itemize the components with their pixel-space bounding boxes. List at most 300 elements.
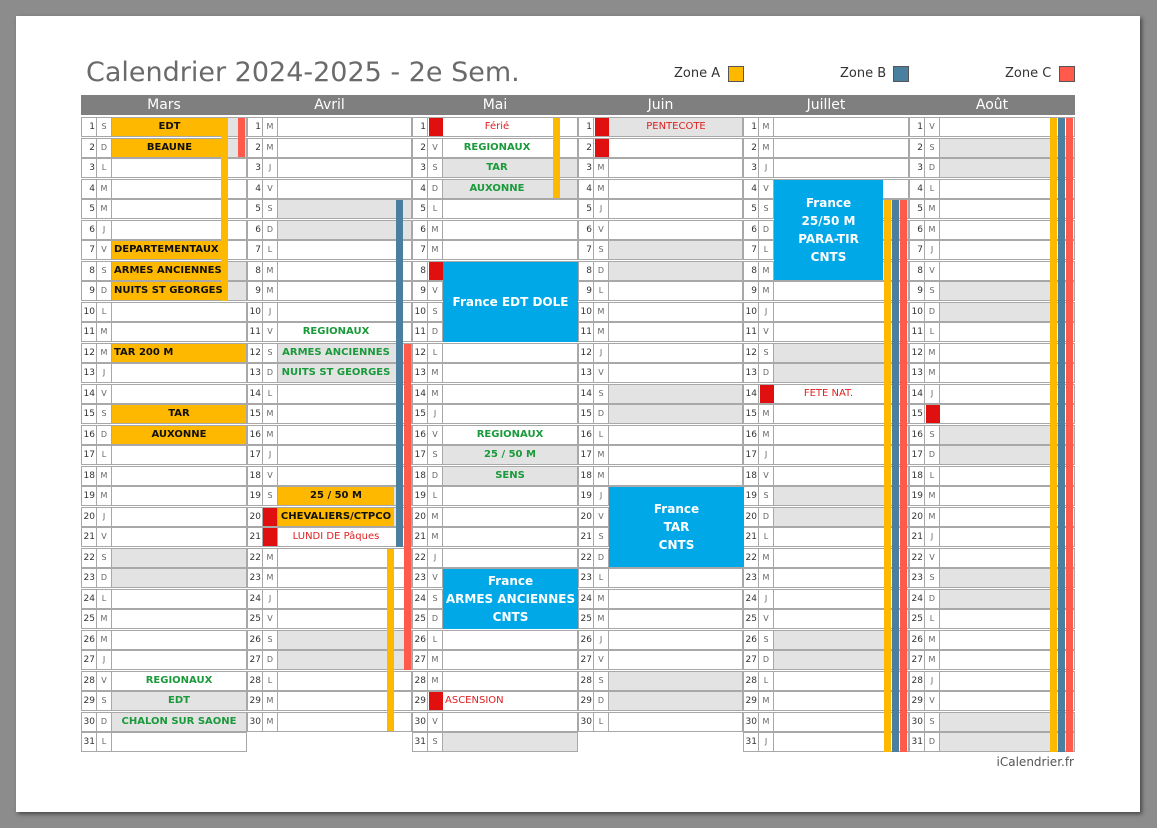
event-edt-2: EDT [168, 695, 190, 706]
day-number: 10 [247, 302, 263, 322]
day-number: 26 [247, 630, 263, 650]
day-letter: V [262, 466, 278, 486]
day-row [743, 138, 909, 158]
day-letter: J [593, 199, 609, 219]
day-number: 26 [578, 630, 594, 650]
day-letter: S [758, 199, 774, 219]
day-number: 10 [578, 302, 594, 322]
day-number: 7 [578, 240, 594, 260]
day-letter: J [758, 302, 774, 322]
day-letter: J [758, 732, 774, 752]
day-cell [111, 732, 247, 752]
event-france-armes-anciennes [443, 569, 578, 629]
event-france-tar-cnts-line-1: France [653, 502, 700, 516]
day-letter: J [427, 404, 443, 424]
day-number: 31 [81, 732, 97, 752]
day-cell [277, 445, 412, 465]
day-number: 14 [909, 384, 925, 404]
day-letter: M [262, 261, 278, 281]
day-letter: L [96, 732, 112, 752]
day-letter: D [924, 445, 940, 465]
day-letter: J [96, 507, 112, 527]
day-letter: V [262, 322, 278, 342]
day-number: 23 [247, 568, 263, 588]
day-number: 20 [743, 507, 759, 527]
day-letter: L [758, 671, 774, 691]
day-number: 5 [247, 199, 263, 219]
day-cell [277, 199, 412, 219]
day-letter: M [262, 117, 278, 137]
day-number: 5 [81, 199, 97, 219]
day-cell [277, 179, 412, 199]
day-letter: M [262, 691, 278, 711]
day-letter: V [427, 425, 443, 445]
day-number: 29 [909, 691, 925, 711]
day-number: 15 [81, 404, 97, 424]
day-number: 27 [909, 650, 925, 670]
day-number: 25 [743, 609, 759, 629]
day-number: 11 [81, 322, 97, 342]
event-france-tar-cnts [609, 487, 744, 567]
day-number: 30 [743, 712, 759, 732]
day-row [578, 158, 743, 178]
event-25-50m: 25 / 50 M [278, 487, 394, 505]
day-number: 16 [412, 425, 428, 445]
day-number: 6 [81, 220, 97, 240]
legend-zone-a-label: Zone A [674, 66, 721, 81]
day-cell [608, 240, 743, 260]
day-number: 13 [578, 363, 594, 383]
event-france-armes-anciennes-line-3: CNTS [492, 609, 529, 624]
day-row [578, 343, 743, 363]
zone-c-bar-aout [1066, 118, 1073, 752]
month-header-mai: Mai [412, 95, 578, 115]
day-number: 25 [247, 609, 263, 629]
day-number: 17 [247, 445, 263, 465]
day-letter: S [924, 281, 940, 301]
event-auxonne: AUXONNE [112, 426, 246, 444]
day-letter: M [593, 466, 609, 486]
event-armes-anciennes: ARMES ANCIENNES [112, 262, 227, 280]
day-cell [277, 404, 412, 424]
day-letter: J [262, 302, 278, 322]
event-nuits-st-georges: NUITS ST GEORGES [112, 282, 227, 300]
day-number: 26 [909, 630, 925, 650]
day-number: 3 [909, 158, 925, 178]
day-letter: M [96, 466, 112, 486]
day-cell [608, 302, 743, 322]
day-letter: L [427, 630, 443, 650]
day-letter: V [924, 691, 940, 711]
day-letter: M [758, 138, 774, 158]
day-letter: S [924, 568, 940, 588]
day-cell [442, 507, 578, 527]
day-cell [111, 363, 247, 383]
day-cell [277, 425, 412, 445]
day-letter: M [924, 220, 940, 240]
day-cell [608, 158, 743, 178]
day-row [81, 507, 247, 527]
day-number: 14 [247, 384, 263, 404]
day-number: 24 [578, 589, 594, 609]
day-letter: V [758, 179, 774, 199]
day-row [81, 609, 247, 629]
holiday-marker [263, 508, 277, 526]
day-letter: J [924, 527, 940, 547]
day-number: 17 [578, 445, 594, 465]
day-number: 12 [578, 343, 594, 363]
day-letter: D [758, 507, 774, 527]
day-letter: J [758, 445, 774, 465]
month-header-juillet: Juillet [743, 95, 909, 115]
day-row [247, 117, 412, 137]
day-letter: S [758, 486, 774, 506]
day-row [412, 486, 578, 506]
event-departementaux: DEPARTEMENTAUX [112, 241, 227, 259]
day-row [412, 240, 578, 260]
day-number: 16 [909, 425, 925, 445]
event-france-para-tir-line-1: France [805, 195, 852, 210]
day-letter: M [427, 507, 443, 527]
day-number: 19 [412, 486, 428, 506]
day-letter: J [262, 445, 278, 465]
day-number: 16 [578, 425, 594, 445]
day-letter: M [427, 384, 443, 404]
day-letter: M [924, 630, 940, 650]
day-row [247, 425, 412, 445]
day-letter: V [427, 138, 443, 158]
day-row [247, 179, 412, 199]
day-letter: J [924, 671, 940, 691]
day-number: 27 [247, 650, 263, 670]
day-number: 26 [743, 630, 759, 650]
day-row [578, 630, 743, 650]
day-number: 11 [412, 322, 428, 342]
day-number: 2 [909, 138, 925, 158]
day-number: 21 [909, 527, 925, 547]
day-row [578, 650, 743, 670]
day-number: 10 [909, 302, 925, 322]
day-cell [111, 568, 247, 588]
day-letter: M [427, 650, 443, 670]
day-number: 20 [412, 507, 428, 527]
day-row [81, 630, 247, 650]
day-number: 21 [81, 527, 97, 547]
day-row [412, 548, 578, 568]
day-number: 15 [412, 404, 428, 424]
day-row [81, 363, 247, 383]
zone-a-bar-juillet [884, 200, 891, 752]
day-row [412, 507, 578, 527]
day-row [412, 671, 578, 691]
day-letter: M [924, 507, 940, 527]
day-letter: V [758, 322, 774, 342]
day-row [578, 261, 743, 281]
day-number: 20 [909, 507, 925, 527]
day-number: 4 [81, 179, 97, 199]
month-header-mars: Mars [81, 95, 247, 115]
day-row [578, 589, 743, 609]
day-cell [608, 363, 743, 383]
day-number: 2 [578, 138, 594, 158]
day-letter: L [427, 199, 443, 219]
day-letter: V [427, 712, 443, 732]
day-letter: M [924, 650, 940, 670]
day-cell [608, 281, 743, 301]
day-number: 12 [81, 343, 97, 363]
event-tar-mai: TAR [486, 162, 508, 173]
day-row [81, 302, 247, 322]
day-number: 2 [743, 138, 759, 158]
zone-b-bar-aout [1058, 118, 1065, 752]
day-cell [111, 302, 247, 322]
day-number: 15 [247, 404, 263, 424]
day-cell [277, 302, 412, 322]
day-row [247, 302, 412, 322]
day-number: 29 [412, 691, 428, 711]
day-letter: D [427, 609, 443, 629]
event-beaune: BEAUNE [112, 139, 227, 157]
zone-b-bar-avril [396, 200, 403, 547]
day-number: 2 [81, 138, 97, 158]
day-number: 6 [247, 220, 263, 240]
day-letter: M [262, 138, 278, 158]
day-letter: M [262, 548, 278, 568]
footer-credit: iCalendrier.fr [996, 755, 1074, 769]
day-letter: M [758, 261, 774, 281]
day-number: 13 [743, 363, 759, 383]
day-letter: S [924, 425, 940, 445]
zone-c-bar-juillet [900, 200, 907, 752]
holiday-marker [926, 405, 940, 423]
day-number: 19 [909, 486, 925, 506]
holiday-marker [429, 692, 443, 710]
day-row [412, 732, 578, 752]
day-cell [442, 363, 578, 383]
day-row [578, 240, 743, 260]
day-letter: D [96, 138, 112, 158]
day-letter: M [758, 548, 774, 568]
day-letter: V [924, 548, 940, 568]
day-cell [277, 281, 412, 301]
month-header-aout: Août [909, 95, 1075, 115]
day-number: 2 [247, 138, 263, 158]
day-letter: V [262, 609, 278, 629]
event-lundi-de-paques: LUNDI DE Pâques [292, 531, 380, 542]
day-row [247, 138, 412, 158]
day-letter: S [593, 527, 609, 547]
day-number: 28 [743, 671, 759, 691]
day-number: 28 [578, 671, 594, 691]
day-row [247, 199, 412, 219]
day-number: 18 [909, 466, 925, 486]
day-cell [442, 486, 578, 506]
day-number: 22 [909, 548, 925, 568]
day-cell [111, 527, 247, 547]
day-row [247, 466, 412, 486]
event-regionaux: REGIONAUX [145, 674, 213, 686]
day-number: 19 [578, 486, 594, 506]
day-letter: S [262, 630, 278, 650]
day-letter: D [593, 691, 609, 711]
day-letter: M [593, 589, 609, 609]
zone-c-swatch [1059, 66, 1075, 82]
day-number: 9 [412, 281, 428, 301]
day-row [578, 609, 743, 629]
day-row [412, 343, 578, 363]
day-cell [608, 404, 743, 424]
day-number: 29 [247, 691, 263, 711]
day-letter: V [593, 220, 609, 240]
event-ascension: ASCENSION [445, 695, 504, 706]
day-number: 7 [743, 240, 759, 260]
day-row [81, 486, 247, 506]
day-letter: M [758, 568, 774, 588]
day-number: 28 [412, 671, 428, 691]
day-number: 17 [909, 445, 925, 465]
day-cell [608, 691, 743, 711]
day-row [578, 281, 743, 301]
holiday-marker [595, 118, 609, 136]
day-row [578, 691, 743, 711]
day-number: 22 [247, 548, 263, 568]
day-letter: S [427, 732, 443, 752]
zone-a-bar-avril [387, 549, 394, 732]
day-letter: M [96, 179, 112, 199]
day-number: 8 [909, 261, 925, 281]
day-row [578, 712, 743, 732]
zone-a-bar-aout [1050, 118, 1057, 752]
day-letter: S [96, 548, 112, 568]
day-letter: M [758, 404, 774, 424]
day-letter: S [593, 671, 609, 691]
day-number: 24 [81, 589, 97, 609]
day-letter: L [96, 589, 112, 609]
day-letter: V [96, 671, 112, 691]
day-letter: D [96, 425, 112, 445]
day-number: 11 [578, 322, 594, 342]
day-letter: D [427, 466, 443, 486]
day-cell [608, 425, 743, 445]
day-row [578, 425, 743, 445]
day-letter: M [96, 630, 112, 650]
day-letter: L [593, 568, 609, 588]
day-letter: S [262, 199, 278, 219]
day-number: 28 [909, 671, 925, 691]
day-number: 18 [578, 466, 594, 486]
day-letter: V [758, 609, 774, 629]
day-letter: J [758, 158, 774, 178]
day-number: 22 [81, 548, 97, 568]
zone-c-bar-avril [404, 344, 411, 670]
day-letter: V [262, 179, 278, 199]
event-france-tar-cnts-line-2: TAR [663, 520, 690, 534]
day-number: 4 [909, 179, 925, 199]
day-letter: M [758, 712, 774, 732]
day-cell [608, 138, 743, 158]
day-letter: M [758, 281, 774, 301]
day-number: 30 [578, 712, 594, 732]
day-cell [608, 650, 743, 670]
zone-a-swatch [728, 66, 744, 82]
day-number: 11 [909, 322, 925, 342]
day-cell [608, 322, 743, 342]
day-cell [442, 343, 578, 363]
day-letter: J [593, 486, 609, 506]
day-letter: L [758, 527, 774, 547]
day-number: 11 [247, 322, 263, 342]
day-letter: D [924, 302, 940, 322]
day-cell [442, 650, 578, 670]
page-title: Calendrier 2024-2025 - 2e Sem. [86, 57, 520, 88]
day-letter: J [427, 548, 443, 568]
legend-zone-b [840, 64, 886, 84]
legend-zone-a [674, 64, 720, 84]
day-letter: J [924, 240, 940, 260]
day-row [247, 384, 412, 404]
day-letter: S [427, 302, 443, 322]
day-row [81, 445, 247, 465]
day-letter: L [924, 179, 940, 199]
day-number: 8 [81, 261, 97, 281]
legend-zone-b-label: Zone B [840, 66, 887, 81]
day-number: 31 [743, 732, 759, 752]
day-letter: M [427, 527, 443, 547]
day-number: 17 [412, 445, 428, 465]
day-number: 17 [81, 445, 97, 465]
event-25-50m-mai: 25 / 50 M [484, 449, 536, 460]
day-letter: D [758, 650, 774, 670]
day-letter: M [262, 404, 278, 424]
day-number: 4 [412, 179, 428, 199]
day-letter: L [262, 384, 278, 404]
holiday-marker [429, 262, 443, 280]
day-number: 11 [743, 322, 759, 342]
day-letter: S [262, 486, 278, 506]
holiday-marker [595, 139, 609, 157]
day-letter: V [924, 117, 940, 137]
event-tar-200m: TAR 200 M [112, 344, 246, 362]
day-letter: M [96, 343, 112, 363]
day-row [247, 261, 412, 281]
day-letter: V [96, 384, 112, 404]
day-letter: D [262, 363, 278, 383]
day-cell [442, 712, 578, 732]
day-letter: M [758, 691, 774, 711]
day-number: 25 [412, 609, 428, 629]
day-letter: D [96, 281, 112, 301]
event-armes-anciennes-avril: ARMES ANCIENNES [282, 346, 390, 358]
day-number: 18 [81, 466, 97, 486]
day-letter: V [96, 527, 112, 547]
day-number: 27 [743, 650, 759, 670]
day-letter: D [924, 589, 940, 609]
event-edt: EDT [112, 118, 227, 136]
day-letter: V [96, 240, 112, 260]
day-letter: D [262, 220, 278, 240]
day-number: 5 [743, 199, 759, 219]
day-cell [277, 384, 412, 404]
day-number: 29 [578, 691, 594, 711]
day-number: 10 [412, 302, 428, 322]
day-letter: M [262, 425, 278, 445]
day-row [247, 445, 412, 465]
day-letter: M [593, 179, 609, 199]
day-number: 17 [743, 445, 759, 465]
day-letter: D [593, 548, 609, 568]
day-letter: L [96, 302, 112, 322]
day-row [578, 671, 743, 691]
